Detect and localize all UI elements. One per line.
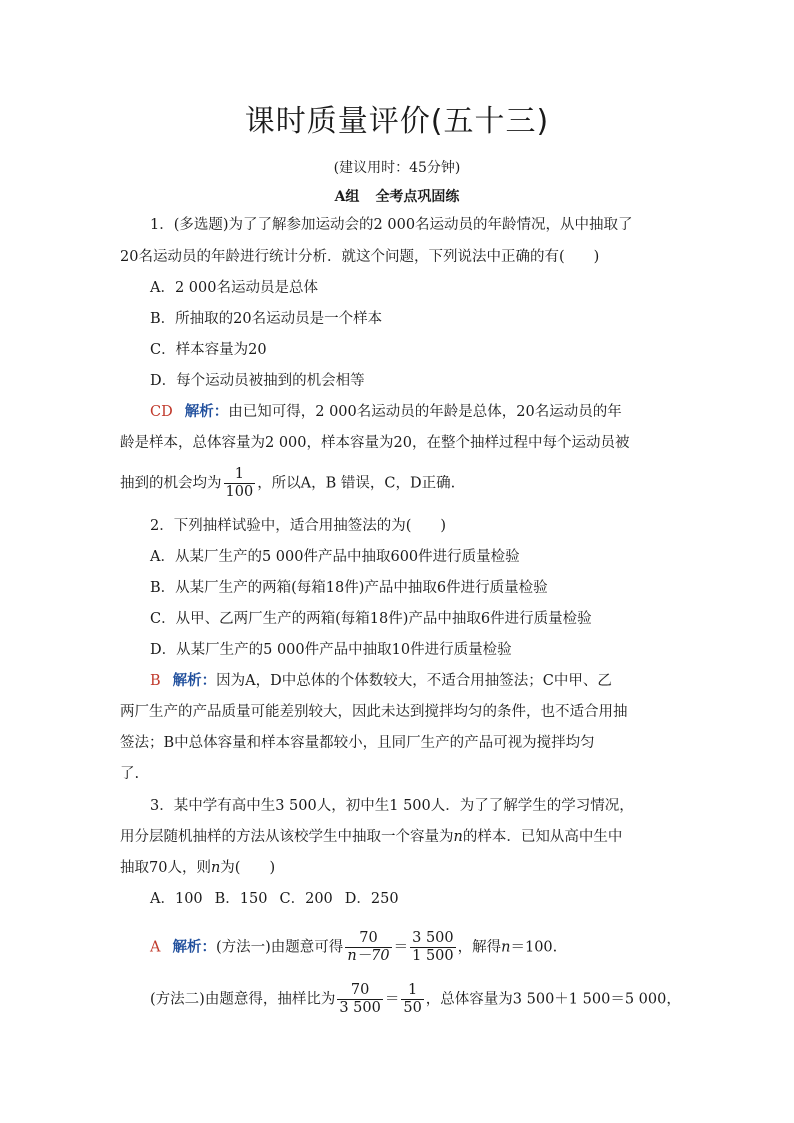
fraction-numerator: 1	[224, 466, 256, 484]
q2-option-d: D．从某厂生产的5 000件产品中抽取10件进行质量检验	[150, 642, 512, 658]
q2-explanation-text-1: 因为A，D中总体的个体数较大，不适合用抽签法；C中甲、乙	[216, 673, 612, 689]
q2-explanation-line-1	[150, 671, 612, 691]
fraction-denominator: 3 500	[339, 1000, 381, 1016]
q3-option-c: C．200	[279, 891, 333, 907]
q1-explanation-text-3b: ，所以A，B 错误，C，D正确.	[257, 475, 456, 492]
group-name: 全考点巩固练	[375, 189, 460, 205]
q1-explanation-text-1: 由已知可得，2 000名运动员的年龄是总体，20名运动员的年	[228, 404, 622, 420]
q3-method-1-text: (方法一)由题意可得	[215, 939, 344, 956]
variable-n: n	[501, 939, 511, 956]
q3-stem-text-3a: 抽取70人，则	[120, 860, 211, 876]
q3-method-2-line	[150, 982, 681, 1017]
q1-stem-line-1: 1．(多选题)为了了解参加运动会的2 000名运动员的年龄情况，从中抽取了	[150, 217, 633, 233]
q1-answer: CD	[150, 404, 173, 420]
fraction-numerator: 70	[337, 982, 383, 1000]
q2-stem: 2．下列抽样试验中，适合用抽签法的为( )	[150, 518, 447, 534]
q2-option-b: B．从某厂生产的两箱(每箱18件)产品中抽取6件进行质量检验	[150, 580, 548, 596]
fraction-denominator: n－70	[347, 948, 390, 964]
q3-method-1-result: ＝100.	[510, 939, 558, 956]
variable-n: n	[210, 860, 221, 876]
fraction-denominator: 1 500	[412, 948, 454, 964]
equals-sign: ＝	[384, 991, 400, 1008]
q2-explanation-line-4: 了.	[120, 766, 140, 782]
q2-option-a: A．从某厂生产的5 000件产品中抽取600件进行质量检验	[150, 549, 520, 565]
q3-stem-line-2	[120, 827, 622, 847]
q3-method-1-text-b: ，解得	[457, 939, 502, 956]
q1-option-d: D．每个运动员被抽到的机会相等	[150, 373, 365, 389]
page-title: 课时质量评价(五十三)	[244, 104, 550, 139]
fraction-70-over-n-minus-70	[345, 930, 391, 965]
q3-stem-text-2a: 用分层随机抽样的方法从该校学生中抽取一个容量为	[120, 829, 454, 845]
q3-options	[150, 889, 399, 909]
q3-stem-text-3b: 为( )	[220, 860, 276, 876]
q3-stem-text-2b: 的样本．已知从高中生中	[462, 829, 623, 845]
fraction-denominator: 100	[225, 484, 254, 500]
q2-answer: B	[150, 673, 161, 689]
q1-explanation-line-3	[120, 466, 455, 501]
q1-option-a: A．2 000名运动员是总体	[150, 280, 318, 296]
q3-answer: A	[150, 939, 161, 956]
q3-method-2-text: (方法二)由题意得，抽样比为	[150, 991, 336, 1008]
variable-n: n	[453, 829, 463, 845]
fraction-1-over-100	[224, 466, 256, 501]
fraction-70-over-3500	[337, 982, 383, 1017]
q1-explanation-line-2: 龄是样本，总体容量为2 000，样本容量为20，在整个抽样过程中每个运动员被	[120, 435, 630, 451]
fraction-denominator: 50	[403, 1000, 422, 1016]
fraction-numerator: 3 500	[412, 930, 454, 946]
fraction-numerator: 70	[345, 930, 391, 948]
q1-explanation-line-1	[150, 402, 622, 422]
q3-option-b: B．150	[214, 891, 268, 907]
fraction-3500-over-1500	[410, 930, 456, 965]
q1-option-c: C．样本容量为20	[150, 342, 267, 358]
q3-stem-line-3	[120, 858, 275, 878]
q3-method-1-line	[150, 930, 557, 965]
q2-analysis-label: 解析：	[172, 672, 217, 689]
q3-option-d: D．250	[344, 891, 399, 907]
equals-sign: ＝	[393, 939, 409, 956]
q1-explanation-text-3a: 抽到的机会均为	[120, 475, 222, 492]
group-letter: A组	[334, 189, 360, 205]
fraction-numerator: 1	[401, 982, 423, 1000]
q1-analysis-label: 解析：	[184, 403, 229, 420]
q1-option-b: B．所抽取的20名运动员是一个样本	[150, 311, 383, 327]
q2-explanation-line-2: 两厂生产的产品质量可能差别较大，因此未达到搅拌均匀的条件，也不适合用抽	[120, 704, 628, 720]
time-note: (建议用时：45分钟)	[333, 160, 461, 176]
fraction-1-over-50	[401, 982, 423, 1017]
q1-stem-line-2: 20名运动员的年龄进行统计分析．就这个问题，下列说法中正确的有( )	[120, 249, 600, 265]
q3-method-2-text-b: ，总体容量为3 500＋1 500＝5 000，	[425, 991, 681, 1008]
q2-explanation-line-3: 签法；B中总体容量和样本容量都较小，且同厂生产的产品可视为搅拌均匀	[120, 735, 595, 751]
q2-option-c: C．从甲、乙两厂生产的两箱(每箱18件)产品中抽取6件进行质量检验	[150, 611, 592, 627]
q3-analysis-label: 解析：	[172, 938, 216, 956]
q3-option-a: A．100	[150, 891, 203, 907]
q3-stem-line-1: 3．某中学有高中生3 500人，初中生1 500人．为了了解学生的学习情况，	[150, 798, 634, 814]
group-heading	[0, 186, 794, 206]
